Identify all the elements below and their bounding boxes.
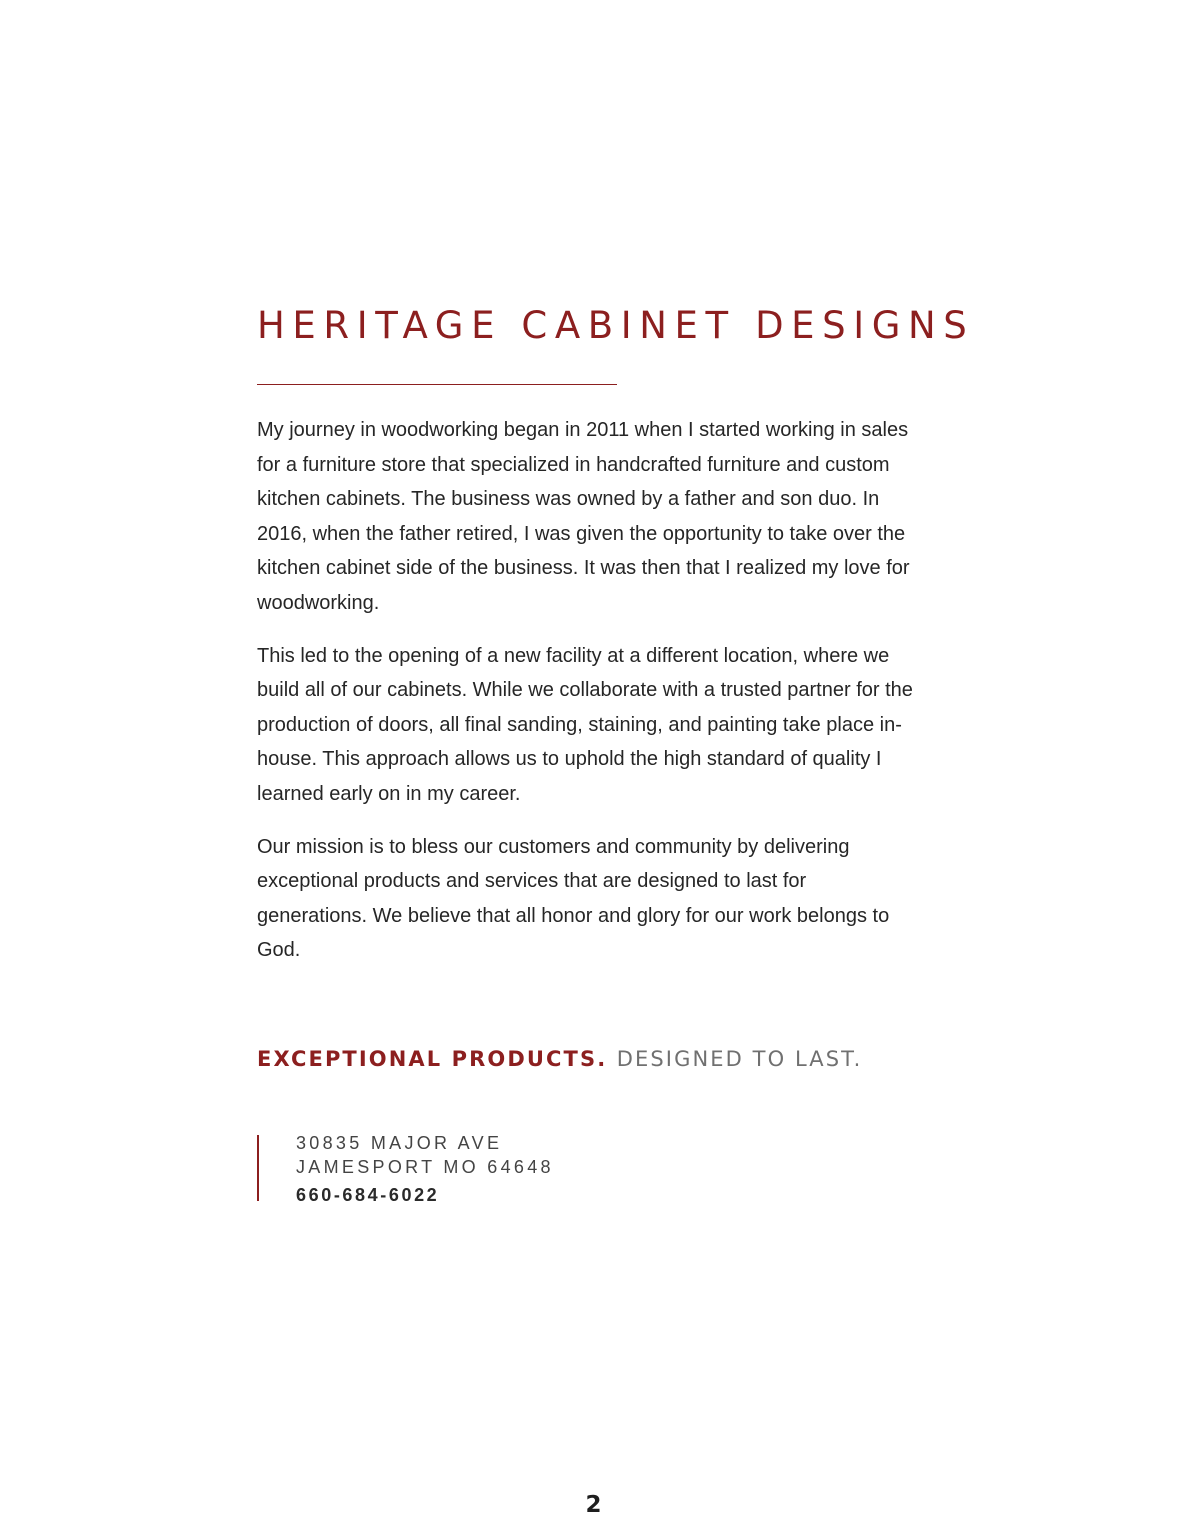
page-title: HERITAGE CABINET DESIGNS	[257, 304, 975, 347]
paragraph-journey: My journey in woodworking began in 2011 when I started working in sales for a furniture store that specialized in handcrafted furniture and custom kitchen cabinets. The business was owned by a father and son duo. In 2016, when the father retired, I was given the opportunity to take over the kitchen cabinet side of the business. It was then that I realized my love for woodworking.	[257, 419, 910, 614]
address-city: JAMESPORT MO 64648	[296, 1157, 554, 1177]
body-text	[257, 413, 917, 986]
paragraph-facility: This led to the opening of a new facility at a different location, where we build all of our cabinets. While we collaborate with a trusted partner for the production of doors, all final sanding, staining, and painting take place in-house. This approach allows us to uphold the high standard of quality I learned early on in my career.	[257, 644, 913, 805]
page-number: 2	[585, 1492, 602, 1518]
title-divider	[257, 384, 617, 385]
phone-number: 660-684-6022	[296, 1185, 440, 1205]
address-accent-bar	[257, 1135, 259, 1201]
paragraph-mission: Our mission is to bless our customers and community by delivering exceptional products and services that are designed to last for generations. We believe that all honor and glory for our work belongs to God.	[257, 835, 890, 962]
tagline	[257, 1044, 862, 1074]
tagline-secondary: DESIGNED TO LAST.	[616, 1047, 863, 1071]
address-street: 30835 MAJOR AVE	[296, 1133, 503, 1153]
contact-block	[296, 1131, 554, 1207]
tagline-primary: EXCEPTIONAL PRODUCTS.	[257, 1047, 608, 1071]
